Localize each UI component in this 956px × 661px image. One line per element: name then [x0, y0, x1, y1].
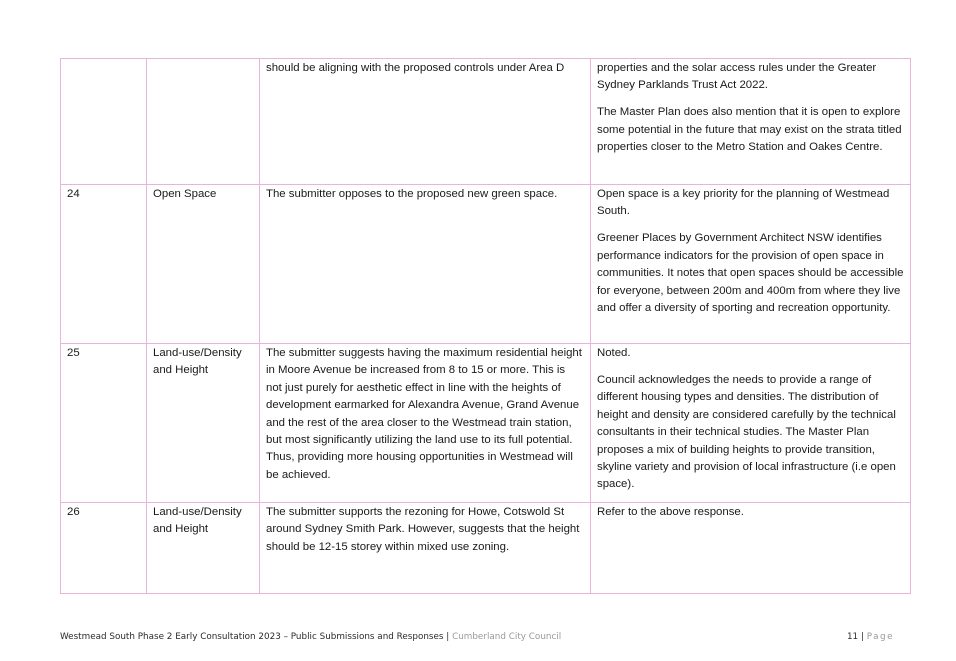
response-cell: [591, 344, 911, 503]
submission-cell: [260, 344, 591, 503]
document-title: Westmead South Phase 2 Early Consultation 2023 – Public Submissions and Responses: [60, 632, 444, 642]
topic-cell: Land-use/Density and Height: [147, 503, 260, 594]
submission-text: should be aligning with the proposed controls under Area D: [266, 62, 565, 74]
response-cell: [591, 185, 911, 344]
response-text: Open space is a key priority for the planning of Westmead South.: [597, 188, 890, 218]
table-row: [61, 185, 911, 344]
submission-cell: [260, 503, 591, 594]
page-indicator: [847, 632, 894, 642]
response-text: The Master Plan does also mention that it is open to explore some potential in the future that may exist on the strata titled properties closer to the Metro Station and Oakes Centre.: [597, 106, 902, 154]
table-row: [61, 344, 911, 503]
submission-number-cell: 26: [61, 503, 147, 594]
topic-cell: [147, 59, 260, 185]
submission-text: The submitter supports the rezoning for Howe, Cotswold St around Sydney Smith Park. However, suggests that the height should be 12-15 storey within mixed use zoning.: [266, 506, 580, 553]
response-cell: [591, 59, 911, 185]
submission-text: The submitter opposes to the proposed new green space.: [266, 188, 558, 200]
organisation-name: Cumberland City Council: [452, 632, 562, 642]
submissions-table: [60, 58, 911, 594]
topic-cell: Open Space: [147, 185, 260, 344]
page-footer: [60, 632, 894, 642]
response-text: Noted.: [597, 347, 631, 359]
submission-number-cell: 24: [61, 185, 147, 344]
submission-cell: [260, 185, 591, 344]
submission-text: The submitter suggests having the maximum residential height in Moore Avenue be increased from 8 to 15 or more. This is not just purely for aesthetic effect in line with the heights of development earmarked for Alexandra Avenue, Grand Avenue and the rest of the area closer to the Westmead train station, but most significantly utilizing the land use to its full potential. Thus, providing more housing opportunities in Westmead will be achieved.: [266, 347, 582, 481]
topic-cell: Land-use/Density and Height: [147, 344, 260, 503]
page-separator: |: [860, 632, 864, 642]
page-label: Page: [866, 632, 894, 642]
footer-separator: |: [446, 632, 450, 642]
response-text: Greener Places by Government Architect NSW identifies performance indicators for the provision of open space in communities. It notes that open spaces should be accessible for everyone, between 200m and 400m from where they live and offer a diversity of sporting and recreation opportunity.: [597, 232, 904, 314]
submission-number-cell: 25: [61, 344, 147, 503]
response-cell: [591, 503, 911, 594]
response-text: properties and the solar access rules under the Greater Sydney Parklands Trust Act 2022.: [597, 62, 877, 92]
footer-title: [60, 632, 561, 642]
table-row: [61, 59, 911, 185]
table-row: [61, 503, 911, 594]
response-text: Refer to the above response.: [597, 506, 744, 518]
response-text: Council acknowledges the needs to provide a range of different housing types and densities. The distribution of height and density are considered carefully by the technical consultants in their technical studies. The Master Plan proposes a mix of building heights to provide transition, skyline variety and provision of local infrastructure (i.e open space).: [597, 373, 896, 491]
submission-cell: [260, 59, 591, 185]
page-number: 11: [846, 632, 859, 642]
submission-number-cell: [61, 59, 147, 185]
